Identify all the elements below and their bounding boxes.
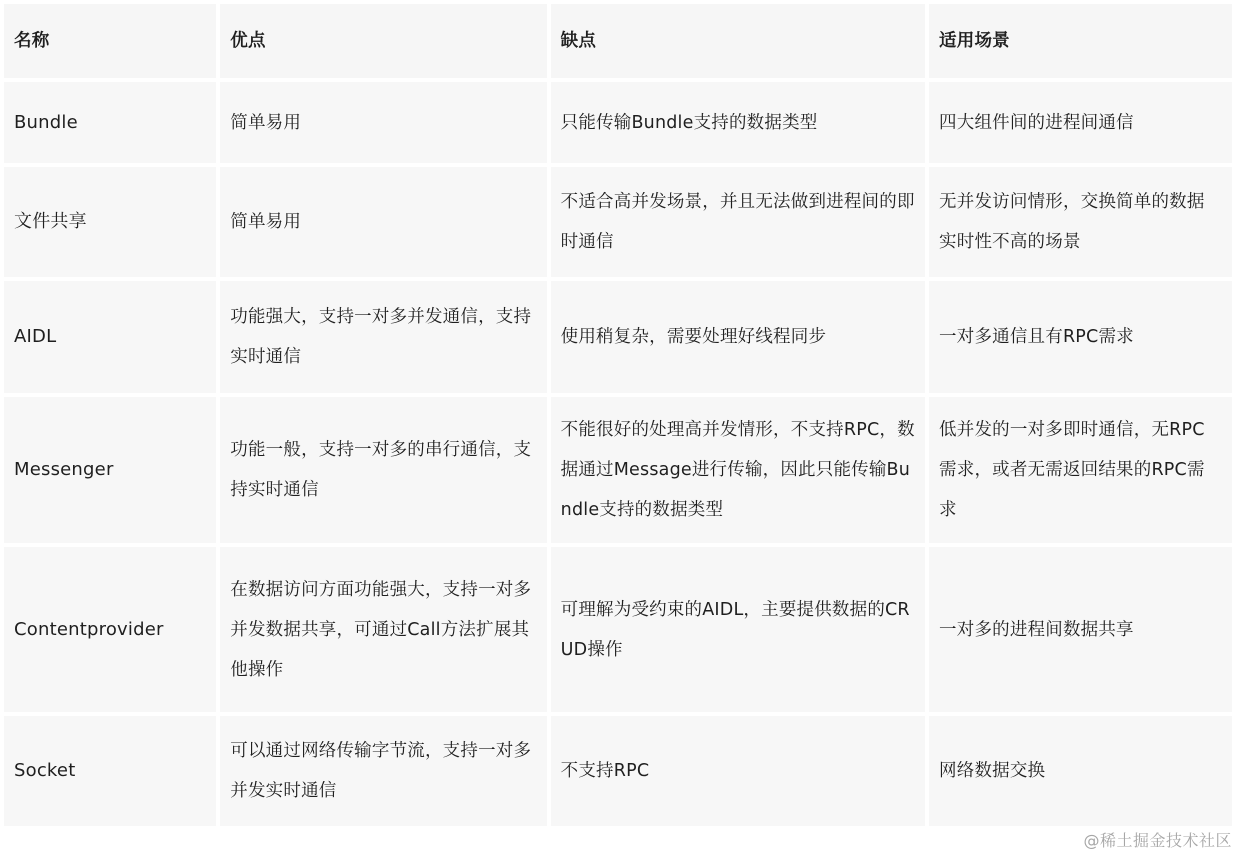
- header-cons: 缺点: [551, 4, 925, 78]
- table-row: [4, 82, 1232, 163]
- header-name: 名称: [4, 4, 216, 78]
- header-pros: 优点: [220, 4, 546, 78]
- cell-pros: 可以通过网络传输字节流，支持一对多并发实时通信: [220, 716, 546, 826]
- cell-pros: 在数据访问方面功能强大，支持一对多并发数据共享，可通过Call方法扩展其他操作: [220, 547, 546, 712]
- cell-name: Socket: [4, 716, 216, 826]
- cell-name: Messenger: [4, 397, 216, 543]
- cell-cons: 只能传输Bundle支持的数据类型: [551, 82, 925, 163]
- cell-use-case: 低并发的一对多即时通信，无RPC需求，或者无需返回结果的RPC需求: [929, 397, 1232, 543]
- header-use-case: 适用场景: [929, 4, 1232, 78]
- cell-cons: 可理解为受约束的AIDL，主要提供数据的CRUD操作: [551, 547, 925, 712]
- table-row: [4, 397, 1232, 543]
- table-row: [4, 281, 1232, 393]
- cell-use-case: 网络数据交换: [929, 716, 1232, 826]
- cell-cons: 使用稍复杂，需要处理好线程同步: [551, 281, 925, 393]
- cell-use-case: 一对多通信且有RPC需求: [929, 281, 1232, 393]
- cell-pros: 功能一般，支持一对多的串行通信，支持实时通信: [220, 397, 546, 543]
- cell-cons: 不适合高并发场景，并且无法做到进程间的即时通信: [551, 167, 925, 277]
- table-row: [4, 716, 1232, 826]
- cell-pros: 功能强大，支持一对多并发通信，支持实时通信: [220, 281, 546, 393]
- table-row: [4, 547, 1232, 712]
- cell-pros: 简单易用: [220, 82, 546, 163]
- cell-name: AIDL: [4, 281, 216, 393]
- cell-use-case: 四大组件间的进程间通信: [929, 82, 1232, 163]
- cell-cons: 不能很好的处理高并发情形，不支持RPC，数据通过Message进行传输，因此只能传输Bundle支持的数据类型: [551, 397, 925, 543]
- cell-use-case: 无并发访问情形，交换简单的数据实时性不高的场景: [929, 167, 1232, 277]
- cell-name: Contentprovider: [4, 547, 216, 712]
- cell-pros: 简单易用: [220, 167, 546, 277]
- cell-use-case: 一对多的进程间数据共享: [929, 547, 1232, 712]
- table-header-row: [4, 4, 1232, 78]
- cell-name: 文件共享: [4, 167, 216, 277]
- cell-name: Bundle: [4, 82, 216, 163]
- watermark: @稀土掘金技术社区: [1083, 831, 1232, 850]
- cell-cons: 不支持RPC: [551, 716, 925, 826]
- table-row: [4, 167, 1232, 277]
